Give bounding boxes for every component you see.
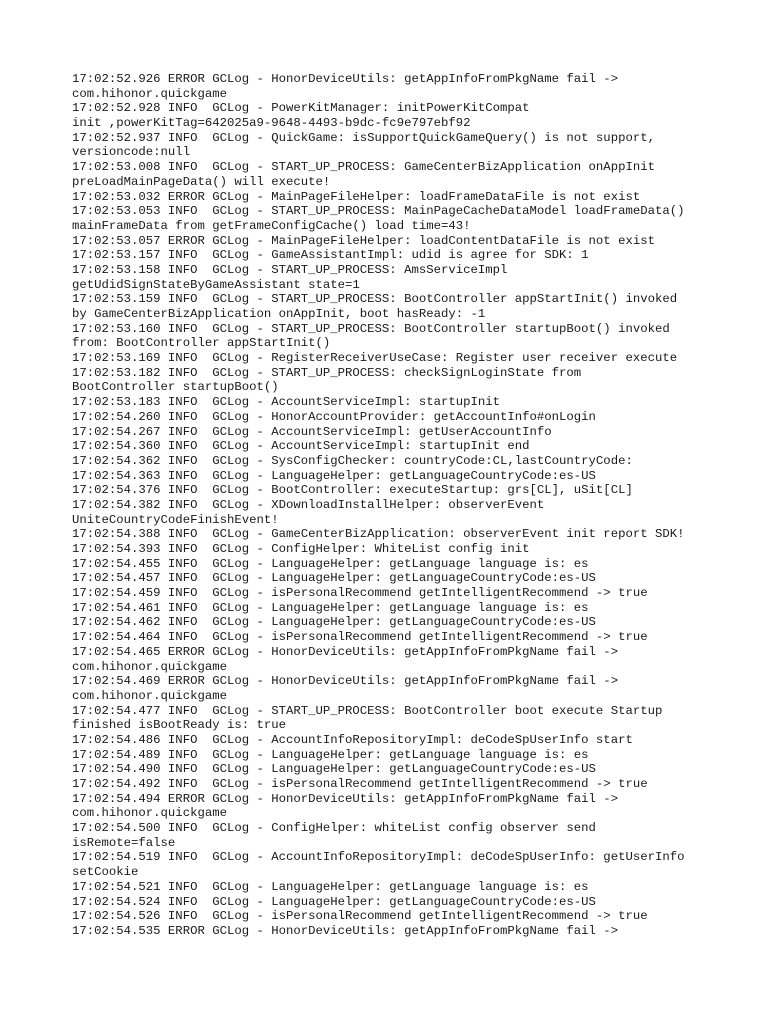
log-line: 17:02:54.500 INFO GCLog - ConfigHelper: whiteList config observer send: [72, 821, 596, 836]
log-line: 17:02:54.524 INFO GCLog - LanguageHelper: getLanguageCountryCode:es-US: [72, 894, 596, 909]
log-line: 17:02:54.461 INFO GCLog - LanguageHelper: getLanguage language is: es: [72, 600, 589, 615]
log-line: 17:02:54.360 INFO GCLog - AccountServiceImpl: startupInit end: [72, 439, 530, 454]
log-line: 17:02:54.490 INFO GCLog - LanguageHelper: getLanguageCountryCode:es-US: [72, 762, 596, 777]
log-line: 17:02:53.159 INFO GCLog - START_UP_PROCESS: BootController appStartInit() invoked: [72, 292, 678, 307]
log-line: 17:02:54.457 INFO GCLog - LanguageHelper: getLanguageCountryCode:es-US: [72, 571, 596, 586]
log-line: com.hihonor.quickgame: [72, 806, 227, 821]
log-line: 17:02:54.494 ERROR GCLog - HonorDeviceUtils: getAppInfoFromPkgName fail ->: [72, 791, 619, 806]
log-line: 17:02:54.489 INFO GCLog - LanguageHelper: getLanguage language is: es: [72, 747, 589, 762]
log-line: 17:02:53.008 INFO GCLog - START_UP_PROCESS: GameCenterBizApplication onAppInit: [72, 160, 655, 175]
log-line: com.hihonor.quickgame: [72, 659, 227, 674]
log-line: mainFrameData from getFrameConfigCache() load time=43!: [72, 218, 471, 233]
log-line: 17:02:53.032 ERROR GCLog - MainPageFileHelper: loadFrameDataFile is not exist: [72, 189, 641, 204]
log-line: BootController startupBoot(): [72, 380, 279, 395]
log-line: 17:02:53.182 INFO GCLog - START_UP_PROCESS: checkSignLoginState from: [72, 365, 582, 380]
log-line: 17:02:54.526 INFO GCLog - isPersonalRecommend getIntelligentRecommend -> true: [72, 909, 648, 924]
log-document: [72, 72, 712, 939]
log-line: 17:02:54.521 INFO GCLog - LanguageHelper: getLanguage language is: es: [72, 879, 589, 894]
log-line: 17:02:54.459 INFO GCLog - isPersonalRecommend getIntelligentRecommend -> true: [72, 586, 648, 601]
log-line: 17:02:54.376 INFO GCLog - BootController: executeStartup: grs[CL], uSit[CL]: [72, 483, 633, 498]
log-line: 17:02:52.926 ERROR GCLog - HonorDeviceUtils: getAppInfoFromPkgName fail ->: [72, 72, 619, 86]
log-line: 17:02:54.363 INFO GCLog - LanguageHelper: getLanguageCountryCode:es-US: [72, 468, 596, 483]
log-line: 17:02:54.486 INFO GCLog - AccountInfoRepositoryImpl: deCodeSpUserInfo start: [72, 732, 633, 747]
log-line: 17:02:54.462 INFO GCLog - LanguageHelper: getLanguageCountryCode:es-US: [72, 615, 596, 630]
log-line: com.hihonor.quickgame: [72, 688, 227, 703]
log-line: from: BootController appStartInit(): [72, 336, 331, 351]
log-line: by GameCenterBizApplication onAppInit, boot hasReady: -1: [72, 307, 486, 321]
log-line: 17:02:54.477 INFO GCLog - START_UP_PROCESS: BootController boot execute Startup: [72, 703, 663, 718]
log-line: 17:02:54.519 INFO GCLog - AccountInfoRepositoryImpl: deCodeSpUserInfo: getUserInfo: [72, 850, 685, 865]
log-line: 17:02:54.455 INFO GCLog - LanguageHelper: getLanguage language is: es: [72, 556, 589, 571]
log-line: 17:02:54.535 ERROR GCLog - HonorDeviceUtils: getAppInfoFromPkgName fail ->: [72, 923, 619, 938]
log-line: 17:02:54.492 INFO GCLog - isPersonalRecommend getIntelligentRecommend -> true: [72, 777, 648, 791]
log-line: 17:02:54.260 INFO GCLog - HonorAccountProvider: getAccountInfo#onLogin: [72, 409, 596, 424]
log-line: 17:02:52.928 INFO GCLog - PowerKitManager: initPowerKitCompat: [72, 101, 530, 116]
log-line: 17:02:53.169 INFO GCLog - RegisterReceiverUseCase: Register user receiver execute: [72, 351, 678, 366]
log-line: init ,powerKitTag=642025a9-9648-4493-b9dc-fc9e797ebf92: [72, 116, 471, 131]
log-line: 17:02:52.937 INFO GCLog - QuickGame: isSupportQuickGameQuery() is not support,: [72, 130, 655, 145]
log-line: com.hihonor.quickgame: [72, 86, 227, 101]
log-line: 17:02:54.469 ERROR GCLog - HonorDeviceUtils: getAppInfoFromPkgName fail ->: [72, 674, 619, 689]
log-line: preLoadMainPageData() will execute!: [72, 174, 331, 189]
log-line: 17:02:54.382 INFO GCLog - XDownloadInstallHelper: observerEvent: [72, 497, 545, 512]
log-line: 17:02:54.464 INFO GCLog - isPersonalRecommend getIntelligentRecommend -> true: [72, 630, 648, 645]
log-line: 17:02:53.158 INFO GCLog - START_UP_PROCESS: AmsServiceImpl: [72, 262, 508, 277]
log-line: 17:02:53.160 INFO GCLog - START_UP_PROCESS: BootController startupBoot() invoked: [72, 321, 670, 336]
log-line: 17:02:53.183 INFO GCLog - AccountServiceImpl: startupInit: [72, 395, 501, 410]
log-line: getUdidSignStateByGameAssistant state=1: [72, 277, 360, 292]
log-line: 17:02:54.362 INFO GCLog - SysConfigChecker: countryCode:CL,lastCountryCode:: [72, 453, 633, 468]
log-line: 17:02:54.388 INFO GCLog - GameCenterBizApplication: observerEvent init report SDK!: [72, 527, 685, 542]
log-line: 17:02:54.267 INFO GCLog - AccountServiceImpl: getUserAccountInfo: [72, 424, 552, 439]
log-line: 17:02:54.393 INFO GCLog - ConfigHelper: WhiteList config init: [72, 542, 530, 556]
log-line: 17:02:53.053 INFO GCLog - START_UP_PROCESS: MainPageCacheDataModel loadFrameData(): [72, 204, 685, 219]
log-line: isRemote=false: [72, 835, 176, 850]
log-line: finished isBootReady is: true: [72, 718, 287, 733]
log-line: UniteCountryCodeFinishEvent!: [72, 512, 279, 527]
log-line: setCookie: [72, 865, 139, 880]
log-line: versioncode:null: [72, 145, 191, 160]
log-lines: [72, 72, 712, 939]
log-line: 17:02:53.157 INFO GCLog - GameAssistantImpl: udid is agree for SDK: 1: [72, 248, 589, 263]
log-line: 17:02:54.465 ERROR GCLog - HonorDeviceUtils: getAppInfoFromPkgName fail ->: [72, 644, 619, 659]
log-line: 17:02:53.057 ERROR GCLog - MainPageFileHelper: loadContentDataFile is not exist: [72, 233, 655, 248]
